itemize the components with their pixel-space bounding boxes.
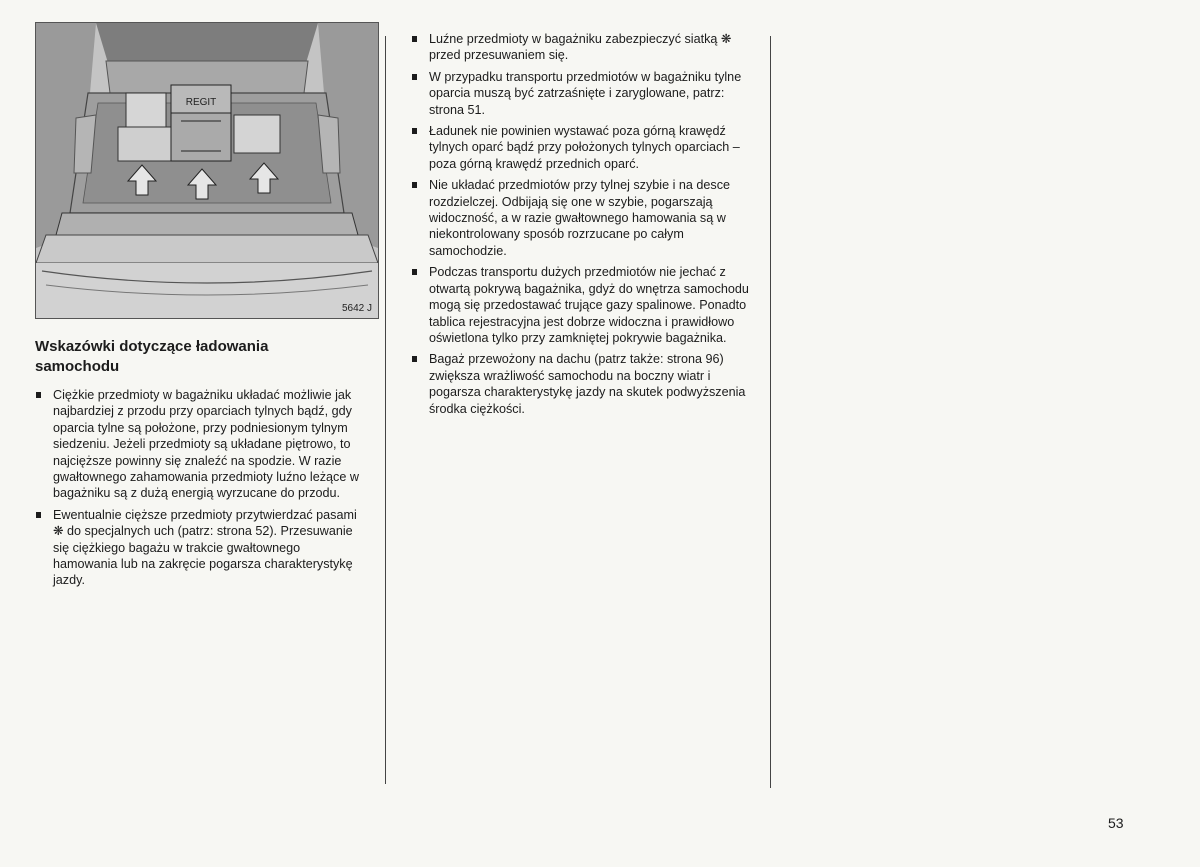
- bullet-icon: [412, 182, 417, 188]
- bullet-text: W przypadku transportu przedmiotów w bagażniku tylne oparcia muszą być zatrzaśnięte i zaryglowane, patrz: strona 51.: [429, 69, 742, 117]
- bullet-text: Bagaż przewożony na dachu (patrz także: strona 96) zwiększa wrażliwość samochodu na boczny wiatr i pogarsza charakterystykę jazdy na skutek podwyższenia środka ciężkości.: [429, 352, 746, 416]
- trunk-loading-illustration: [35, 22, 379, 319]
- list-item: [411, 177, 756, 259]
- bullet-icon: [36, 392, 41, 398]
- left-column: [35, 337, 365, 594]
- right-bullet-list: [411, 31, 756, 417]
- list-item: [411, 351, 756, 417]
- figure-code: 5642 J: [341, 303, 372, 314]
- list-item: [411, 31, 756, 64]
- bullet-icon: [412, 356, 417, 362]
- column-divider: [385, 36, 386, 784]
- bullet-icon: [412, 36, 417, 42]
- section-heading: Wskazówki dotyczące ładowania samochodu: [35, 338, 269, 375]
- list-item: [35, 387, 365, 502]
- page-number: 53: [1108, 815, 1124, 831]
- right-column: [411, 31, 756, 422]
- column-divider: [770, 36, 771, 788]
- list-item: [35, 507, 365, 589]
- bullet-text: Ciężkie przedmioty w bagażniku układać możliwie jak najbardziej z przodu przy oparciach tylnych bądź, gdy oparcia tylne są położone, przy podniesionym tylnym siedzeniu. Jeżeli przedmioty są układane piętrowo, to najcięższe powinny się znaleźć na spodzie. W razie gwałtownego zahamowania przedmioty luźno leżące w bagażniku są z dużą energią wyrzucane do przodu.: [53, 388, 359, 501]
- bullet-text: Ładunek nie powinien wystawać poza górną krawędź tylnych oparć bądź przy położonych tylnych oparciach – poza górną krawędź przednich oparć.: [429, 124, 740, 171]
- list-item: [411, 264, 756, 346]
- bullet-text: Podczas transportu dużych przedmiotów nie jechać z otwartą pokrywą bagażnika, gdyż do wnętrza samochodu mogą się przedostawać trujące gazy spalinowe. Ponadto tablica rejestracyjna jest dobrze widoczna i prawidłowo oświetlona tylko przy zamkniętej pokrywie bagażnika.: [429, 265, 749, 345]
- list-item: [411, 69, 756, 118]
- bullet-icon: [36, 512, 41, 518]
- trunk-drawing: [36, 23, 378, 318]
- bullet-text: Luźne przedmioty w bagażniku zabezpieczyć siatką ❋ przed przesuwaniem się.: [429, 32, 732, 63]
- crate-label-text: REGIT: [185, 97, 217, 108]
- bullet-icon: [412, 128, 417, 134]
- list-item: [411, 123, 756, 172]
- left-bullet-list: [35, 387, 365, 589]
- bullet-icon: [412, 74, 417, 80]
- bullet-text: Nie układać przedmiotów przy tylnej szybie i na desce rozdzielczej. Odbijają się one w szybie, pogarszają widoczność, a w razie gwałtownego hamowania są w niekontrolowany sposób rozrzucane po całym samochodzie.: [429, 178, 730, 258]
- bullet-text: Ewentualnie cięższe przedmioty przytwierdzać pasami ❋ do specjalnych uch (patrz: strona 52). Przesuwanie się ciężkiego bagażu w trakcie gwałtownego hamowania lub na zakręcie pogarsza charakterystykę jazdy.: [53, 507, 357, 588]
- bullet-icon: [412, 269, 417, 275]
